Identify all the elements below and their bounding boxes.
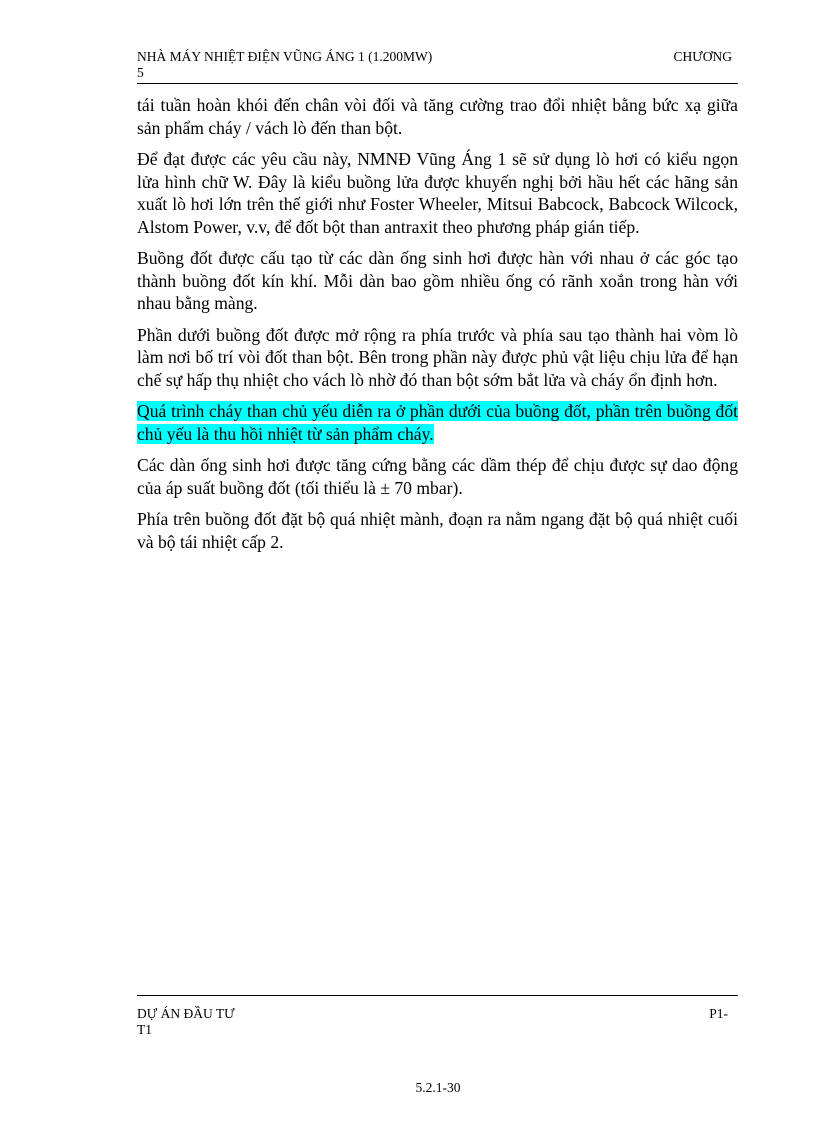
paragraph-7: Phía trên buồng đốt đặt bộ quá nhiệt mành, đoạn ra nằm ngang đặt bộ quá nhiệt cuối và bộ tái nhiệt cấp 2. — [137, 509, 738, 552]
paragraph-3: Buồng đốt được cấu tạo từ các dàn ống sinh hơi được hàn với nhau ở các góc tạo thành buồng đốt kín khí. Mỗi dàn bao gồm nhiều ống có rãnh xoắn trong hàn với nhau bằng màng. — [137, 248, 738, 313]
page-header — [137, 49, 738, 84]
header-chapter-number: 5 — [137, 65, 144, 80]
page-number: 5.2.1-30 — [415, 1080, 461, 1095]
paragraph-6: Các dàn ống sinh hơi được tăng cứng bằng các dầm thép để chịu được sự dao động của áp suất buồng đốt (tối thiểu là ± 70 mbar). — [137, 455, 738, 498]
document-body — [137, 94, 738, 562]
footer-part-label: P1- — [709, 1006, 728, 1021]
paragraph-2: Để đạt được các yêu cầu này, NMNĐ Vũng Áng 1 sẽ sử dụng lò hơi có kiểu ngọn lửa hình chữ W. Đây là kiểu buồng lửa được khuyến nghị bởi hầu hết các hãng sản xuất lò hơi lớn trên thế giới như Foster Wheeler, Mitsui Babcock, Babcock Wilcock, Alstom Power, v.v, để đốt bột than antraxit theo phương pháp gián tiếp. — [137, 149, 738, 237]
footer-project-label: DỰ ÁN ĐẦU TƯ — [137, 1006, 235, 1021]
paragraph-5-highlighted — [137, 400, 738, 445]
paragraph-1: tái tuần hoàn khói đến chân vòi đối và tăng cường trao đổi nhiệt bằng bức xạ giữa sản phẩm cháy / vách lò đến than bột. — [137, 95, 738, 138]
header-chapter-label: CHƯƠNG — [673, 49, 732, 64]
paragraph-4: Phần dưới buồng đốt được mở rộng ra phía trước và phía sau tạo thành hai vòm lò làm nơi bố trí vòi đốt than bột. Bên trong phần này được phủ vật liệu chịu lửa để hạn chế sự hấp thụ nhiệt cho vách lò nhờ đó than bột sớm bắt lửa và cháy ổn định hơn. — [137, 324, 738, 390]
header-project-title: NHÀ MÁY NHIỆT ĐIỆN VŨNG ÁNG 1 (1.200MW) — [137, 49, 433, 64]
highlighted-text: Quá trình cháy than chủ yếu diễn ra ở phần dưới của buồng đốt, phần trên buồng đốt chủ yếu là thu hồi nhiệt từ sản phẩm cháy. — [137, 401, 738, 444]
page-footer — [137, 995, 738, 1036]
footer-part-number: T1 — [137, 1022, 152, 1037]
